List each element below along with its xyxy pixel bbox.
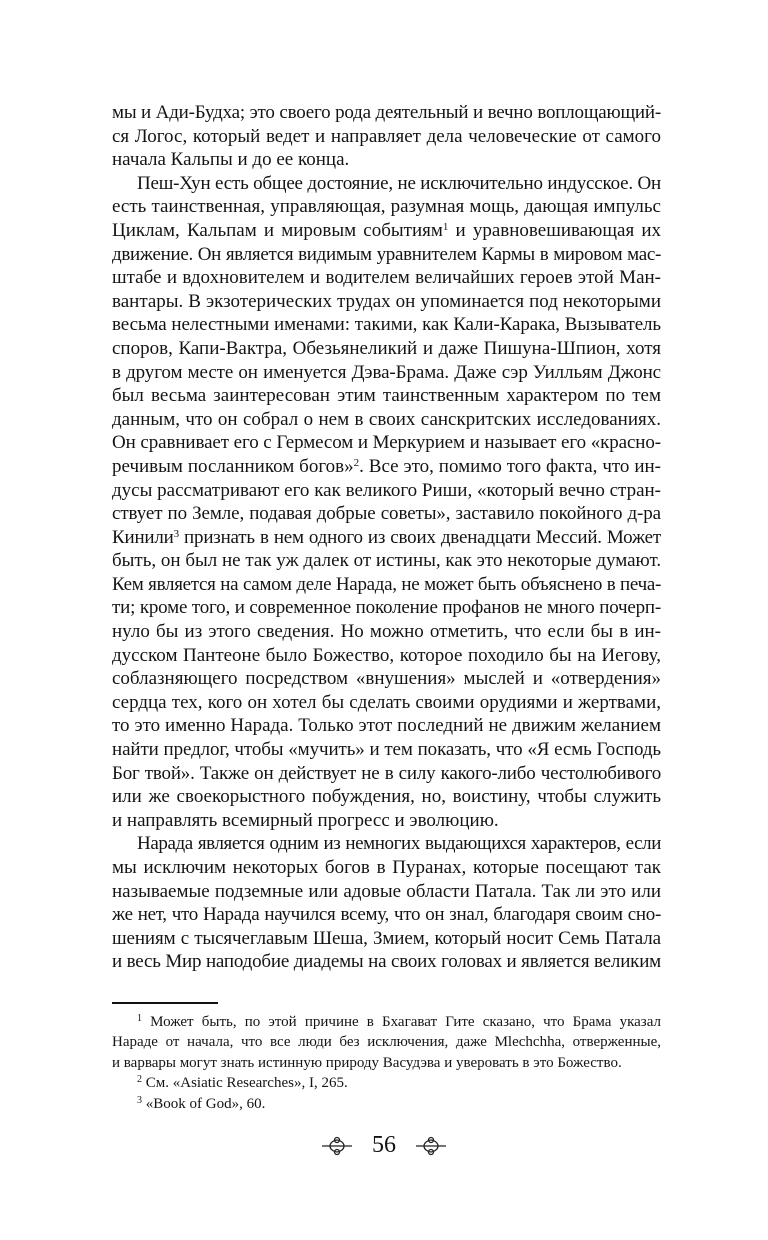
text-line bbox=[112, 620, 661, 644]
text-line bbox=[112, 644, 661, 668]
text-line bbox=[112, 549, 661, 573]
text-line bbox=[112, 479, 661, 503]
text-run: ти; кроме того, и современное поколение профанов не много почерп- bbox=[112, 597, 661, 619]
text-run: Нараде от начала, что все люди без исключения, даже Mlechchha, отверженные, bbox=[112, 1034, 661, 1051]
right-ornament-icon bbox=[414, 1135, 448, 1157]
text-run: речивым посланником богов» bbox=[112, 455, 354, 477]
text-run: Пеш-Хун есть общее достояние, не исключительно индусское. Он bbox=[137, 172, 661, 194]
text-line bbox=[112, 573, 661, 597]
text-run: «Book of God», 60. bbox=[142, 1095, 266, 1112]
text-run: же нет, что Нарада научился всему, что он знал, благодаря своим сно- bbox=[112, 904, 661, 926]
text-run: в другом месте он именуется Дэва-Брама. Даже сэр Уилльям Джонс bbox=[112, 361, 661, 383]
body-text bbox=[112, 101, 661, 974]
footnote-marker: 2 bbox=[137, 1074, 142, 1086]
text-run: Он сравнивает его с Гермесом и Меркурием и называет его «красно- bbox=[112, 432, 661, 454]
footnote-marker: 2 bbox=[353, 456, 360, 469]
text-run: движение. Он является видимым уравнителем Кармы в мировом мас- bbox=[112, 243, 661, 265]
text-run: шениям с тысячеглавым Шеша, Змием, который носит Семь Патала bbox=[112, 927, 661, 949]
text-run: Может быть, по этой причине в Бхагават Гите сказано, что Брама указал bbox=[142, 1014, 661, 1030]
text-run: мы исключим некоторых богов в Пуранах, которые посещают так bbox=[112, 857, 661, 878]
text-line bbox=[112, 337, 661, 361]
text-run: Нарада является одним из немногих выдающихся характеров, если bbox=[137, 833, 661, 855]
text-run: Кем является на самом деле Нарада, не может быть объяснено в печа- bbox=[112, 573, 661, 595]
paragraph bbox=[112, 172, 661, 833]
text-run: то это именно Нарада. Только этот последний не движим желанием bbox=[112, 715, 661, 737]
text-line bbox=[112, 1032, 661, 1052]
text-line bbox=[112, 809, 661, 833]
text-line bbox=[112, 832, 661, 856]
text-line bbox=[112, 1012, 661, 1032]
text-run: дусском Пантеоне было Божество, которое походило бы на Иегову, bbox=[112, 644, 661, 666]
footnote-marker: 1 bbox=[442, 220, 449, 233]
text-run: называемые подземные или адовые области Патала. Так ли это или bbox=[112, 880, 661, 902]
text-line bbox=[112, 290, 661, 314]
text-line bbox=[112, 714, 661, 738]
text-run: начала Кальпы и до ее конца. bbox=[112, 149, 350, 171]
text-run: и уравновешивающая их bbox=[448, 219, 661, 241]
text-line bbox=[112, 361, 661, 385]
text-line bbox=[112, 596, 661, 620]
text-line bbox=[112, 101, 661, 125]
text-line bbox=[112, 691, 661, 715]
footnote-marker: 1 bbox=[137, 1013, 142, 1024]
text-run: ся Логос, который ведет и направляет дела человеческие от самого bbox=[112, 125, 661, 147]
text-line bbox=[112, 950, 661, 974]
text-run: Циклам, Кальпам и мировым событиям bbox=[112, 219, 443, 241]
text-run: ствует по Земле, подавая добрые советы», заставило покойного д-ра bbox=[112, 503, 661, 525]
footnote-divider bbox=[112, 1002, 218, 1004]
text-run: нуло бы из этого сведения. Но можно отметить, что если бы в ин- bbox=[112, 621, 661, 643]
page-footer bbox=[0, 1130, 768, 1160]
paragraph bbox=[112, 832, 661, 974]
text-line bbox=[112, 172, 661, 196]
paragraph bbox=[112, 101, 661, 172]
text-line bbox=[112, 313, 661, 337]
text-line bbox=[112, 927, 661, 951]
text-line bbox=[112, 785, 661, 809]
text-line bbox=[112, 266, 661, 290]
footnote bbox=[112, 1012, 661, 1073]
text-line bbox=[112, 880, 661, 904]
text-run: признать в нем одного из своих двенадцати Мессий. Может bbox=[178, 526, 661, 548]
text-line bbox=[112, 148, 661, 172]
text-run: . Все это, помимо того факта, что ин- bbox=[359, 455, 661, 477]
text-line bbox=[112, 219, 661, 243]
text-line bbox=[112, 431, 661, 455]
text-line bbox=[112, 1073, 661, 1093]
text-run: и весь Мир наподобие диадемы на своих головах и является великим bbox=[112, 951, 661, 973]
footnote bbox=[112, 1094, 661, 1114]
page-number: 56 bbox=[372, 1132, 396, 1158]
text-run: и варвары могут знать истинную природу Васудэва и уверовать в это Божество. bbox=[112, 1054, 622, 1071]
text-line bbox=[112, 856, 661, 880]
text-run: был весьма заинтересован этим таинственным характером по тем bbox=[112, 385, 661, 407]
footnote bbox=[112, 1073, 661, 1093]
text-line bbox=[112, 903, 661, 927]
text-line bbox=[112, 738, 661, 762]
text-line bbox=[112, 502, 661, 526]
footnote-marker: 3 bbox=[173, 527, 179, 540]
text-run: или же своекорыстного побуждения, но, воистину, чтобы служить bbox=[112, 786, 661, 808]
text-run: штабе и вдохновителем и водителем величайших героев этой Ман- bbox=[112, 267, 661, 289]
text-run: найти предлог, чтобы «мучить» и тем показать, что «Я есмь Господь bbox=[112, 739, 661, 761]
text-run: быть, он был не так уж далек от истины, как это некоторые думают. bbox=[112, 550, 662, 572]
text-line bbox=[112, 1053, 661, 1073]
text-line bbox=[112, 455, 661, 479]
text-run: См. «Asiatic Researches», I, 265. bbox=[142, 1075, 348, 1092]
text-run: весьма нелестными именами: такими, как Кали-Карака, Вызыватель bbox=[112, 314, 661, 336]
text-line bbox=[112, 408, 661, 432]
text-line bbox=[112, 125, 661, 149]
text-run: Кинили bbox=[112, 526, 174, 548]
text-line bbox=[112, 526, 661, 550]
text-run: соблазняющего посредством «внушения» мыслей и «отвердения» bbox=[112, 668, 661, 690]
text-run: и направлять всемирный прогресс и эволюцию. bbox=[112, 809, 499, 831]
footnote-marker: 3 bbox=[137, 1094, 142, 1106]
footnotes bbox=[112, 1012, 661, 1114]
text-run: дусы рассматривают его как великого Риши, «который вечно стран- bbox=[112, 479, 661, 501]
text-line bbox=[112, 195, 661, 219]
text-run: Бог твой». Также он действует не в силу какого-либо честолюбивого bbox=[112, 762, 661, 784]
text-run: споров, Капи-Вактра, Обезьянеликий и даже Пишуна-Шпион, хотя bbox=[112, 337, 661, 359]
left-ornament-icon bbox=[320, 1135, 354, 1157]
text-run: вантары. В экзотерических трудах он упоминается под некоторыми bbox=[112, 290, 661, 312]
text-line bbox=[112, 1094, 661, 1114]
text-run: сердца тех, кого он хотел бы сделать своими орудиями и жертвами, bbox=[112, 691, 661, 713]
text-line bbox=[112, 384, 661, 408]
text-run: есть таинственная, управляющая, разумная мощь, дающая импульс bbox=[112, 196, 661, 218]
text-line bbox=[112, 762, 661, 786]
text-line bbox=[112, 243, 661, 267]
text-line bbox=[112, 667, 661, 691]
text-run: мы и Ади-Будха; это своего рода деятельный и вечно воплощающий- bbox=[112, 102, 661, 123]
text-run: данным, что он собрал о нем в своих санскритских исследованиях. bbox=[112, 408, 661, 430]
